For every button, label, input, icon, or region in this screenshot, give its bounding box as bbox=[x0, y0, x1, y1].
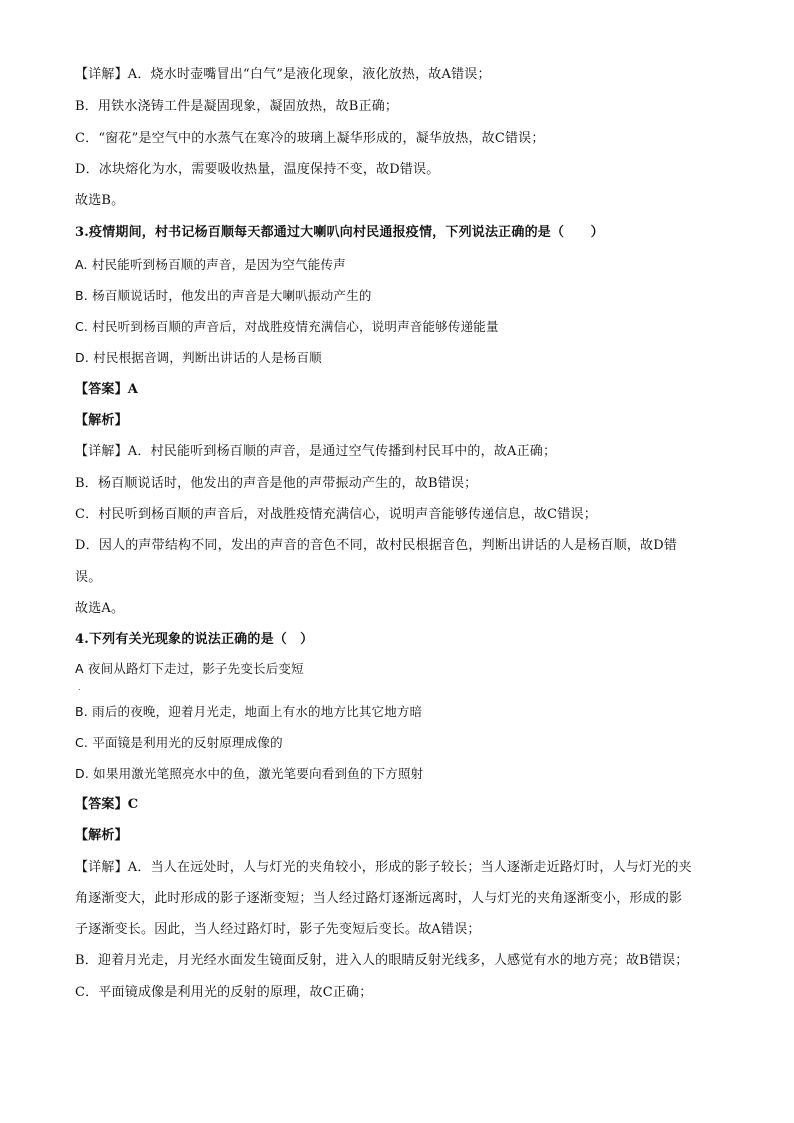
explanation-line: 【详解】A．村民能听到杨百顺的声音，是通过空气传播到村民耳中的，故A正确； bbox=[75, 444, 557, 459]
explanation-line: B．杨百顺说话时，他发出的声音是他的声带振动产生的，故B错误； bbox=[75, 476, 478, 491]
explanation-line: 误。 bbox=[75, 570, 102, 585]
conclusion-line: 故选B。 bbox=[75, 193, 125, 208]
explanation-line: B．用铁水浇铸工件是凝固现象，凝固放热，故B正确； bbox=[75, 99, 399, 114]
explanation-line: 【详解】A．当人在远处时，人与灯光的夹角较小，形成的影子较长；当人逐渐走近路灯时，人与灯光的夹 bbox=[75, 860, 692, 875]
explanation-line: 【详解】A．烧水时壶嘴冒出“白气”是液化现象，液化放热，故A错误； bbox=[75, 67, 491, 82]
answer-label: 【答案】A bbox=[75, 382, 139, 397]
answer-label: 【答案】C bbox=[75, 797, 139, 812]
question-4-option-b: B. 雨后的夜晚，迎着月光走，地面上有水的地方比其它地方暗 bbox=[75, 704, 423, 719]
conclusion-line: 故选A。 bbox=[75, 601, 125, 616]
analysis-label: 【解析】 bbox=[75, 413, 128, 428]
explanation-line: B．迎着月光走，月光经水面发生镜面反射，进入人的眼睛反射光线多，人感觉有水的地方亮；故B错误； bbox=[75, 953, 689, 968]
explanation-line: D．冰块熔化为水，需要吸收热量，温度保持不变，故D错误。 bbox=[75, 162, 440, 177]
question-3-option-d: D. 村民根据音调，判断出讲话的人是杨百顺 bbox=[75, 350, 322, 365]
explanation-line: 角逐渐变大，此时形成的影子逐渐变短；当人经过路灯逐渐远离时，人与灯光的夹角逐渐变小，形成的影 bbox=[75, 891, 683, 906]
question-4-option-d: D. 如果用激光笔照亮水中的鱼，激光笔要向看到鱼的下方照射 bbox=[75, 766, 424, 781]
explanation-line: D．因人的声带结构不同，发出的声音的音色不同，故村民根据音色，判断出讲话的人是杨百顺，故D错 bbox=[75, 538, 678, 553]
question-3-option-b: B. 杨百顺说话时，他发出的声音是大喇叭振动产生的 bbox=[75, 288, 372, 303]
question-4-option-a: A 夜间从路灯下走过，影子先变长后变短 bbox=[75, 661, 304, 676]
explanation-line: C．村民听到杨百顺的声音后，对战胜疫情充满信心，说明声音能够传递信息，故C错误； bbox=[75, 507, 597, 522]
question-3-option-c: C. 村民听到杨百顺的声音后，对战胜疫情充满信心，说明声音能够传递能量 bbox=[75, 319, 499, 334]
explanation-line: C．平面镜成像是利用光的反射的原理，故C正确； bbox=[75, 985, 373, 1000]
question-4-option-c: C. 平面镜是利用光的反射原理成像的 bbox=[75, 735, 283, 750]
stray-mark: . bbox=[78, 683, 81, 692]
explanation-line: C．“窗花”是空气中的水蒸气在寒冷的玻璃上凝华形成的，凝华放热，故C错误； bbox=[75, 131, 545, 146]
question-3-stem: 3.疫情期间，村书记杨百顺每天都通过大喇叭向村民通报疫情，下列说法正确的是（ ） bbox=[75, 225, 604, 240]
question-4-stem: 4.下列有关光现象的说法正确的是（ ） bbox=[75, 632, 314, 647]
analysis-label: 【解析】 bbox=[75, 828, 128, 843]
explanation-line: 子逐渐变长。因此，当人经过路灯时，影子先变短后变长。故A错误； bbox=[75, 922, 481, 937]
question-3-option-a: A. 村民能听到杨百顺的声音，是因为空气能传声 bbox=[75, 257, 346, 272]
